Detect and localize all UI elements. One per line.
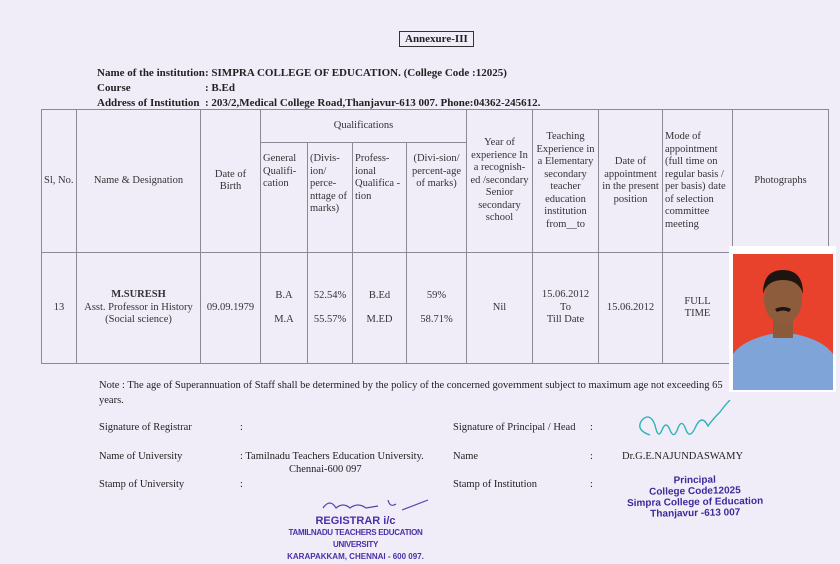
staff-name: M.SURESH: [111, 289, 166, 301]
table-row: [42, 253, 829, 364]
address-value: : 203/2,Medical College Road,Thanjavur-613 007. Phone:04362-245612.: [205, 97, 541, 109]
address-label: Address of Institution: [97, 97, 200, 109]
stamp-city: Thanjavur -613 007: [650, 507, 741, 520]
registrar-address: KARAPAKKAM, CHENNAI - 600 097.: [287, 552, 424, 561]
institution-label: Name of the institution: [97, 67, 205, 79]
prof-qual-2: M.ED: [366, 314, 393, 325]
staff-table: [41, 109, 829, 364]
institution-stamp: [610, 474, 781, 521]
header-div2: (Divi-sion/ percent-age of marks): [407, 143, 467, 253]
teach-to: To: [560, 301, 571, 313]
note-text: Note : The age of Superannuation of Staff shall be determined by the policy of the concerned government subject to maximum age not exceeding 65 years.: [99, 380, 723, 406]
principal-name: Dr.G.E.NAJUNDASWAMY: [622, 451, 744, 462]
staff-photo: [729, 246, 836, 392]
header-name: Name & Designation: [77, 110, 201, 253]
cell-year-exp: Nil: [467, 253, 533, 364]
header-teaching: Teaching Experience in a Elementary secondary teacher education institution from__to: [533, 110, 599, 253]
header-qualifications: Qualifications: [261, 110, 467, 143]
annexure-title: Annexure-III: [399, 31, 474, 47]
registrar-sig-label: Signature of Registrar: [99, 422, 192, 433]
colon: :: [590, 451, 593, 462]
prof-pct-1: 59%: [426, 290, 447, 301]
teach-from: 15.06.2012: [541, 289, 590, 301]
stamp-code: College Code12025: [648, 485, 741, 498]
institution-name: : SIMPRA COLLEGE OF EDUCATION. (College Code :12025): [205, 67, 507, 79]
teach-till: Till Date: [546, 314, 585, 326]
header-photos: Photographs: [733, 110, 829, 253]
cell-date-appt: 15.06.2012: [599, 253, 663, 364]
subject: (Social science): [105, 314, 172, 326]
colon: :: [590, 422, 593, 433]
cell-dob: 09.09.1979: [201, 253, 261, 364]
registrar-stamp: [268, 515, 443, 563]
name-label: Name: [453, 451, 479, 462]
header-general: General Qualifi-cation: [261, 143, 308, 253]
gen-pct-1: 52.54%: [313, 290, 347, 301]
header-mode: Mode of appointment (full time on regular basis / per basis) date of selection committee meeting: [663, 110, 733, 253]
gen-pct-2: 55.57%: [313, 314, 347, 325]
gen-qual-2: M.A: [274, 314, 294, 325]
stamp-inst-label: Stamp of Institution: [453, 479, 537, 490]
mode-1: FULL: [684, 295, 711, 307]
cell-name: [77, 253, 201, 364]
registrar-signature-icon: [318, 496, 438, 516]
cell-sl: 13: [42, 253, 77, 364]
header-date-appt: Date of appointment in the present position: [599, 110, 663, 253]
colon: :: [240, 479, 243, 490]
header-div1: (Divis-ion/ perce-nttage of marks): [308, 143, 353, 253]
univ-name: : Tamilnadu Teachers Education University.: [240, 451, 424, 462]
univ-city: Chennai-600 097: [289, 464, 362, 475]
prof-pct-2: 58.71%: [420, 314, 453, 325]
registrar-title: REGISTRAR i/c: [315, 515, 396, 527]
gen-qual-1: B.A: [275, 290, 293, 301]
principal-sig-label: Signature of Principal / Head: [453, 422, 576, 433]
univ-name-label: Name of University: [99, 451, 183, 462]
registrar-univ: TAMILNADU TEACHERS EDUCATION UNIVERSITY: [288, 528, 423, 549]
header-dob: Date of Birth: [201, 110, 261, 253]
colon: :: [590, 479, 593, 490]
header-sl: Sl, No.: [42, 110, 77, 253]
mode-2: TIME: [684, 308, 711, 319]
designation: Asst. Professor in History: [84, 301, 193, 313]
course-value: : B.Ed: [205, 82, 235, 94]
principal-signature-icon: [630, 400, 740, 455]
stamp-college: Simpra College of Education: [626, 495, 764, 510]
stamp-principal: Principal: [673, 474, 716, 487]
header-year-exp: Year of experience In a recognish-ed /secondary Senior secondary school: [467, 110, 533, 253]
person-photo-icon: [733, 254, 833, 390]
colon: :: [240, 422, 243, 433]
prof-qual-1: B.Ed: [368, 290, 391, 301]
course-label: Course: [97, 82, 131, 94]
institution-info: [97, 66, 540, 111]
stamp-univ-label: Stamp of University: [99, 479, 185, 490]
header-prof: Profess-ional Qualifica -tion: [353, 143, 407, 253]
